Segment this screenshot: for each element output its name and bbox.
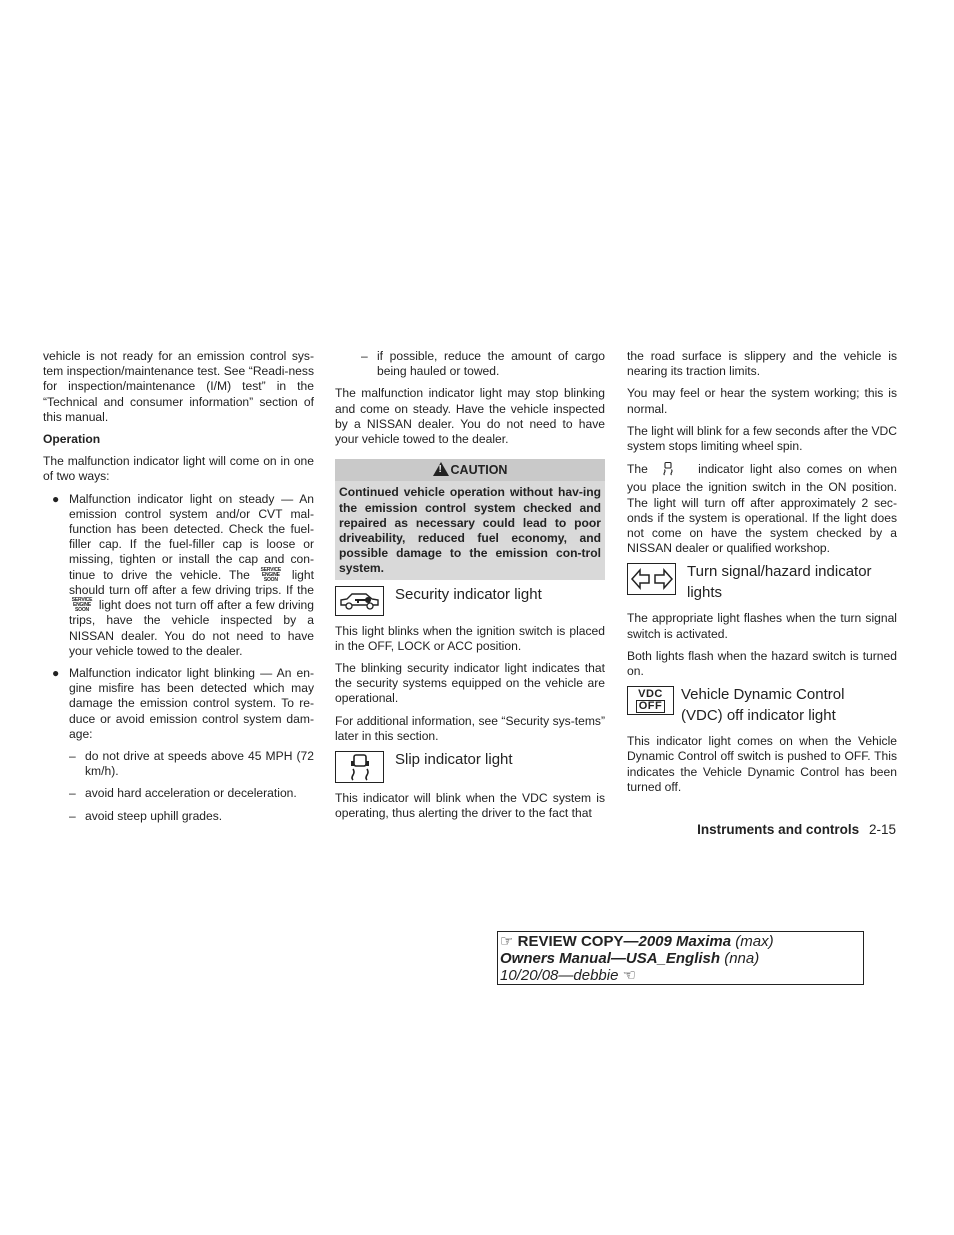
slip-indicator-icon	[662, 461, 674, 480]
paragraph: This indicator will blink when the VDC system is operating, thus alerting the driver to the fact that	[335, 791, 605, 821]
sub-list-item: – avoid steep uphill grades.	[69, 808, 223, 823]
caution-title: ! CAUTION	[335, 459, 605, 481]
security-indicator-heading	[335, 586, 605, 616]
turn-signal-indicator-title: Turn signal/hazard indicator lights	[687, 563, 872, 602]
caution-box	[335, 459, 605, 579]
warning-icon: !	[433, 462, 449, 476]
review-copy-stamp	[497, 931, 864, 985]
slip-indicator-heading	[335, 751, 605, 783]
review-line-2: Owners Manual—USA_English (nna)	[500, 950, 760, 967]
paragraph: Both lights flash when the hazard switch is turned on.	[627, 648, 897, 679]
security-car-key-icon	[335, 586, 384, 616]
slip-indicator-title: Slip indicator light	[395, 751, 513, 769]
paragraph: For additional information, see “Security sys-tems” later in this section.	[335, 713, 605, 743]
list-item	[43, 492, 314, 659]
paragraph: This indicator light comes on when the Vehicle Dynamic Control off switch is pushed to OFF. This indicates the Vehicle Dynamic Control has been turned off.	[627, 734, 897, 794]
review-line-1: ☞ REVIEW COPY—2009 Maxima (max)	[500, 933, 774, 950]
service-engine-soon-icon: SERVICE ENGINE SOON	[71, 597, 93, 614]
paragraph: You may feel or hear the system working; this is normal.	[627, 386, 897, 416]
bullet-text: light does not turn off after a few driving trips, have the vehicle inspected by a NISSAN dealer. You do not need to have your vehicle towed to the dealer.	[69, 598, 314, 658]
slip-indicator-icon	[335, 751, 384, 783]
paragraph: This light blinks when the ignition switch is placed in the OFF, LOCK or ACC position.	[335, 623, 605, 653]
bullet-icon: ●	[52, 491, 60, 506]
bullet-text: Malfunction indicator light blinking — An en-gine misfire has been detected which may damage the emission control system. To re-duce or avoid emission control system dam-age:	[69, 666, 314, 741]
sub-list-item: – if possible, reduce the amount of cargo being hauled or towed.	[361, 349, 605, 379]
paragraph: The malfunction indicator light will come on in one of two ways:	[43, 454, 314, 484]
caution-text: Continued vehicle operation without hav-ing the emission control system checked and repaired as necessary could lead to poor driveability, reduced fuel economy, and possible damage to the emission con-trol system.	[339, 485, 601, 576]
column-3	[627, 349, 897, 802]
paragraph: the road surface is slippery and the vehicle is nearing its traction limits.	[627, 349, 897, 379]
sub-list-item: – do not drive at speeds above 45 MPH (72 km/h).	[69, 749, 314, 779]
list-item	[43, 666, 314, 742]
review-line-3: 10/20/08—debbie ☜	[500, 967, 637, 984]
column-1	[43, 349, 314, 831]
turn-signal-indicator-heading	[627, 563, 897, 603]
vdc-off-icon: VDC OFF	[627, 686, 674, 715]
column-2	[335, 349, 605, 828]
security-indicator-title: Security indicator light	[395, 585, 542, 603]
bullet-text: light should turn off after a few driving trips. If the	[69, 567, 314, 597]
page-number: 2-15	[868, 822, 896, 837]
pointing-hand-right-icon: ☞	[500, 933, 514, 950]
heading-operation: Operation	[43, 432, 101, 447]
paragraph: The malfunction indicator light may stop blinking and come on steady. Have the vehicle inspected by a NISSAN dealer. You do not need to have your vehicle towed to the dealer.	[335, 386, 605, 447]
bullet-icon: ●	[52, 666, 60, 681]
section-name: Instruments and controls	[697, 822, 860, 837]
turn-signal-arrows-icon	[627, 563, 676, 595]
paragraph: The indicator light also comes on when you place the ignition switch in the ON position. The light will turn off after approximately 2 sec-onds if the system is operational. If the light does not come on have the system checked by a NISSAN dealer or qualified workshop.	[627, 462, 897, 556]
vdc-off-indicator-heading	[627, 686, 897, 726]
pointing-hand-left-icon: ☜	[622, 967, 637, 984]
paragraph: vehicle is not ready for an emission control sys-tem inspection/maintenance test. See “Readi-ness for inspection/maintenance (I/M) test” in the “Technical and consumer information” section of this manual.	[43, 349, 314, 424]
vdc-off-indicator-title: Vehicle Dynamic Control (VDC) off indicator light	[681, 686, 845, 725]
sub-list-item: – avoid hard acceleration or deceleration.	[69, 786, 297, 801]
page-footer	[697, 822, 896, 837]
bullet-text: Malfunction indicator light on steady — An emission control system and/or CVT mal-function has been detected. Check the fuel-filler cap. If the fuel-filler cap is loose or missing, tighten or install the cap and con-tinue to drive the vehicle. The	[69, 491, 314, 582]
paragraph: The blinking security indicator light indicates that the security systems equipped on the vehicle are operational.	[335, 661, 605, 706]
paragraph: The light will blink for a few seconds after the VDC system stops limiting wheel spin.	[627, 423, 897, 454]
service-engine-soon-icon: SERVICE ENGINE SOON	[260, 566, 282, 583]
paragraph: The appropriate light flashes when the turn signal switch is activated.	[627, 611, 897, 641]
